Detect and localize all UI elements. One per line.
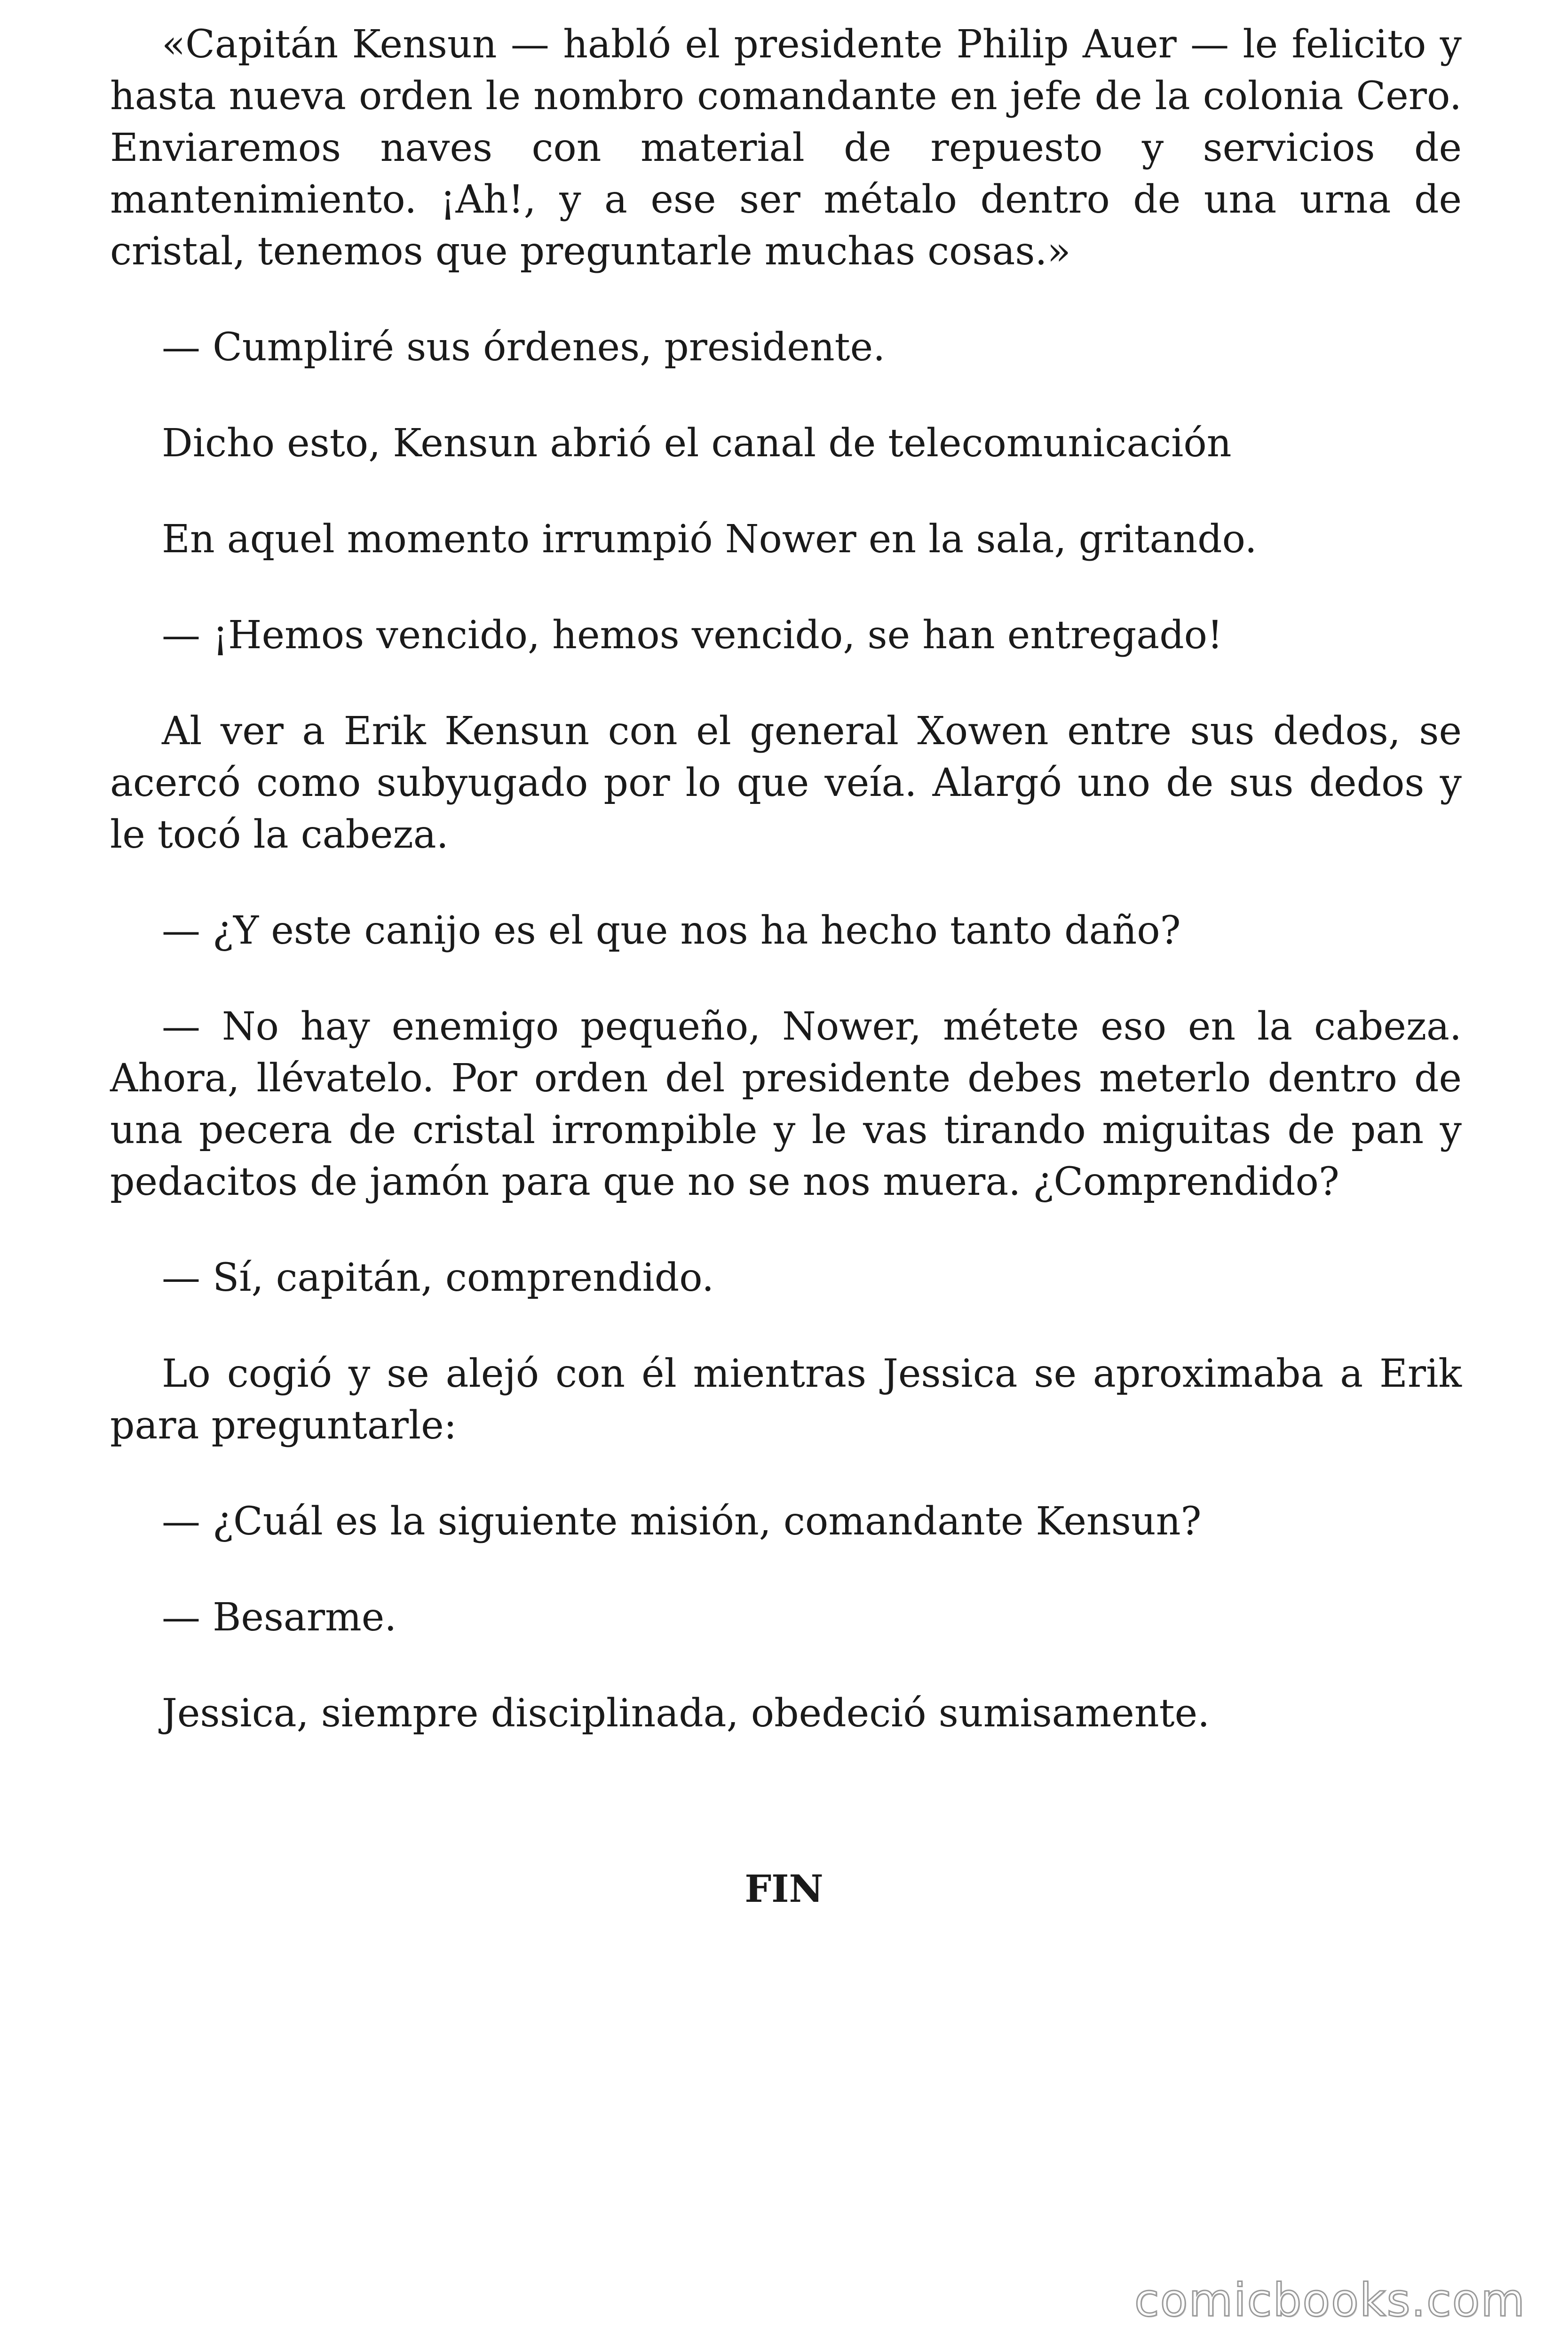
- paragraph-narration: Al ver a Erik Kensun con el general Xowen entre sus dedos, se acercó como subyugado por lo que veía. Alargó uno de sus dedos y le tocó la cabeza.: [110, 709, 1462, 857]
- paragraph-president-message: «Capitán Kensun — habló el presidente Philip Auer — le felicito y hasta nueva orden le nombro comandante en jefe de la colonia Cero. Enviaremos naves con material de repuesto y servicios de mantenimiento. ¡Ah!, y a ese ser métalo dentro de una urna de cristal, tenemos que preguntarle muchas cosas.»: [110, 22, 1462, 274]
- paragraph-dialogue: — ¿Cuál es la siguiente misión, comandante Kensun?: [162, 1499, 1202, 1544]
- paragraph-dialogue: — ¡Hemos vencido, hemos vencido, se han entregado!: [162, 613, 1223, 658]
- paragraph-dialogue: — Sí, capitán, comprendido.: [162, 1255, 714, 1300]
- paragraph-dialogue: — ¿Y este canijo es el que nos ha hecho tanto daño?: [162, 908, 1181, 953]
- paragraph-dialogue: — Besarme.: [162, 1595, 397, 1640]
- paragraph-narration: En aquel momento irrumpió Nower en la sala, gritando.: [162, 517, 1257, 562]
- watermark-logo: comicbooks.com: [1134, 2274, 1526, 2327]
- book-page-text: [110, 19, 1462, 1784]
- paragraph-narration: Dicho esto, Kensun abrió el canal de telecomunicación: [162, 421, 1232, 466]
- paragraph-narration: Lo cogió y se alejó con él mientras Jessica se aproximaba a Erik para preguntarle:: [110, 1351, 1462, 1448]
- paragraph-dialogue: — No hay enemigo pequeño, Nower, métete eso en la cabeza. Ahora, llévatelo. Por orden del presidente debes meterlo dentro de una pecera de cristal irrompible y le vas tirando miguitas de pan y pedacitos de jamón para que no se nos muera. ¿Comprendido?: [110, 1004, 1462, 1204]
- paragraph-narration: Jessica, siempre disciplinada, obedeció sumisamente.: [162, 1691, 1210, 1736]
- ending-title: FIN: [744, 1867, 824, 1911]
- paragraph-dialogue: — Cumpliré sus órdenes, presidente.: [162, 325, 886, 370]
